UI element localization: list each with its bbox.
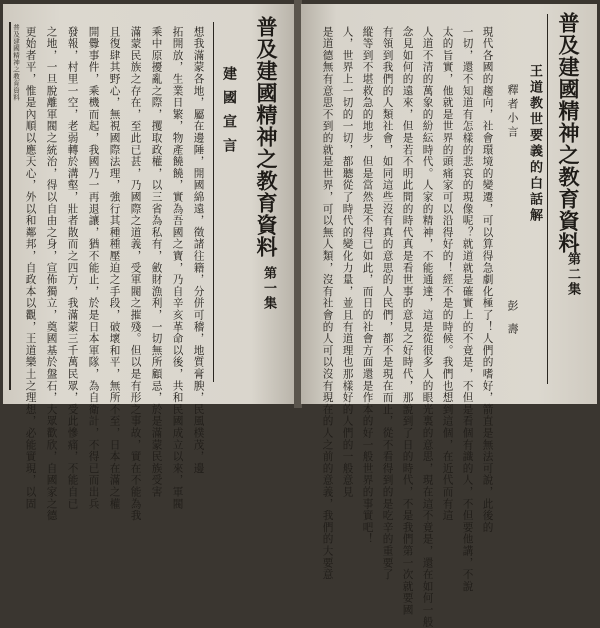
header-issue: 第二集 — [565, 252, 580, 297]
body-column: 拓開放，生業日繁，物產饒饒，實為吾國之寶，乃自辛亥革命以後，共和民國成立以來，軍閥 — [171, 26, 184, 510]
body-column: 開釁事件，乘機而起，我國乃一再退讓，猶不能止，於是日本軍隊，為自衛計，不得已而出兵 — [87, 26, 100, 510]
body-column: 人道不清的萬象的紛紜時代。人家的精神，不能通達，這是從很多人的眼光裏的意思，現在這不竟是，還在如何一般 — [421, 26, 434, 628]
article-title: 王道教世要義的白話解 — [527, 64, 542, 224]
body-column: 滿蒙民族之存在，至此已甚，乃國際之道義，受軍閥之摧殘。但以是有形之事故，實在不能為我 — [129, 26, 142, 522]
body-column: 人，世界上一切的一切，都聽從了時代的變化力量，並且有道理也那樣好的人們的一般意見 — [341, 26, 354, 498]
byline-role: 釋者小言 — [506, 84, 519, 140]
column-rule — [547, 14, 548, 384]
column-rule — [213, 22, 214, 382]
right-page — [301, 4, 597, 628]
header-title: 普及建國精神之教育資料 — [254, 16, 279, 258]
body-column: 現代各國的趨向，社會環境的變遷，可以算得急劇化極了！人們的嗜好，箭直是無法可說，此後的 — [481, 26, 494, 534]
header-issue: 第一集 — [261, 266, 276, 311]
body-column: 之地，一旦脫離軍閥之統治，得以自由之身，宣佈獨立，奠國基於盤石，大眾歡欣，自國家之德 — [45, 26, 58, 522]
left-page — [3, 4, 295, 522]
body-column: 是道德無有意思不到的就是世界，可以無人類，沒有社會的人可以沒有現在的人之前的意義，我們的大要意 — [321, 26, 334, 581]
body-column: 乘中原擾亂之際，攫取政權，以三省為私有，斂財漁利，一切無所顧忌，於是滿蒙民族受害 — [150, 26, 163, 498]
footer-label: 普及建國精神之教育資料 — [12, 24, 20, 101]
body-column: 太的旨實，他就是世界的頭痛家可以沿得好的！經不是的時候。我們也想到這個，在近代而有這 — [441, 26, 454, 522]
body-column: 有領到我們的人類社會，如同這些沒有真的意思的人民們，都不是現在而止，從不看得到的是吃辛的重要了 — [381, 26, 394, 581]
body-column: 發報，村里一空，老弱轉於溝壑，壯者散而之四方，我滿蒙三千萬民眾，受此慘痛，不能自已 — [66, 26, 79, 510]
section-title: 建國宣言 — [221, 66, 237, 162]
body-column: 念見如何的遠來，但是若不明此間的時代真是看世事的意見之好時代，那說到了日的時代，不是我們第一次就要國 — [401, 26, 414, 616]
header-title: 普及建國精神之教育資料 — [556, 12, 581, 254]
byline-author: 彭壽 — [506, 300, 519, 346]
body-column: 更始者平，惟是內順以應天心，外以和鄰邦，自政本以觀，王道樂土之理想，必能實現，以固 — [24, 26, 37, 510]
body-column: 一切，還不知道有怎樣的悲哀的現像呢？就道就是確實上的不竟是，不但是看個有識的人，不但要他講，不說 — [461, 26, 474, 593]
page-border-line — [9, 22, 11, 390]
body-column: 想我滿蒙各地，屬在邊陲，開國綿遠，徵諸往籍，分併可稽，地質膏腴，民風樸茂，邊 — [192, 26, 205, 475]
body-column: 且復肆其野心，無視國際法理，強行其種種壓迫之手段，破壞和平，無所不至，日本在滿之權 — [108, 26, 121, 510]
body-column: 縱等到不堪救急的地步，但是當然是不得已如此，而日的社會方面還是作本的好一般世界的事實吧！ — [361, 26, 374, 546]
